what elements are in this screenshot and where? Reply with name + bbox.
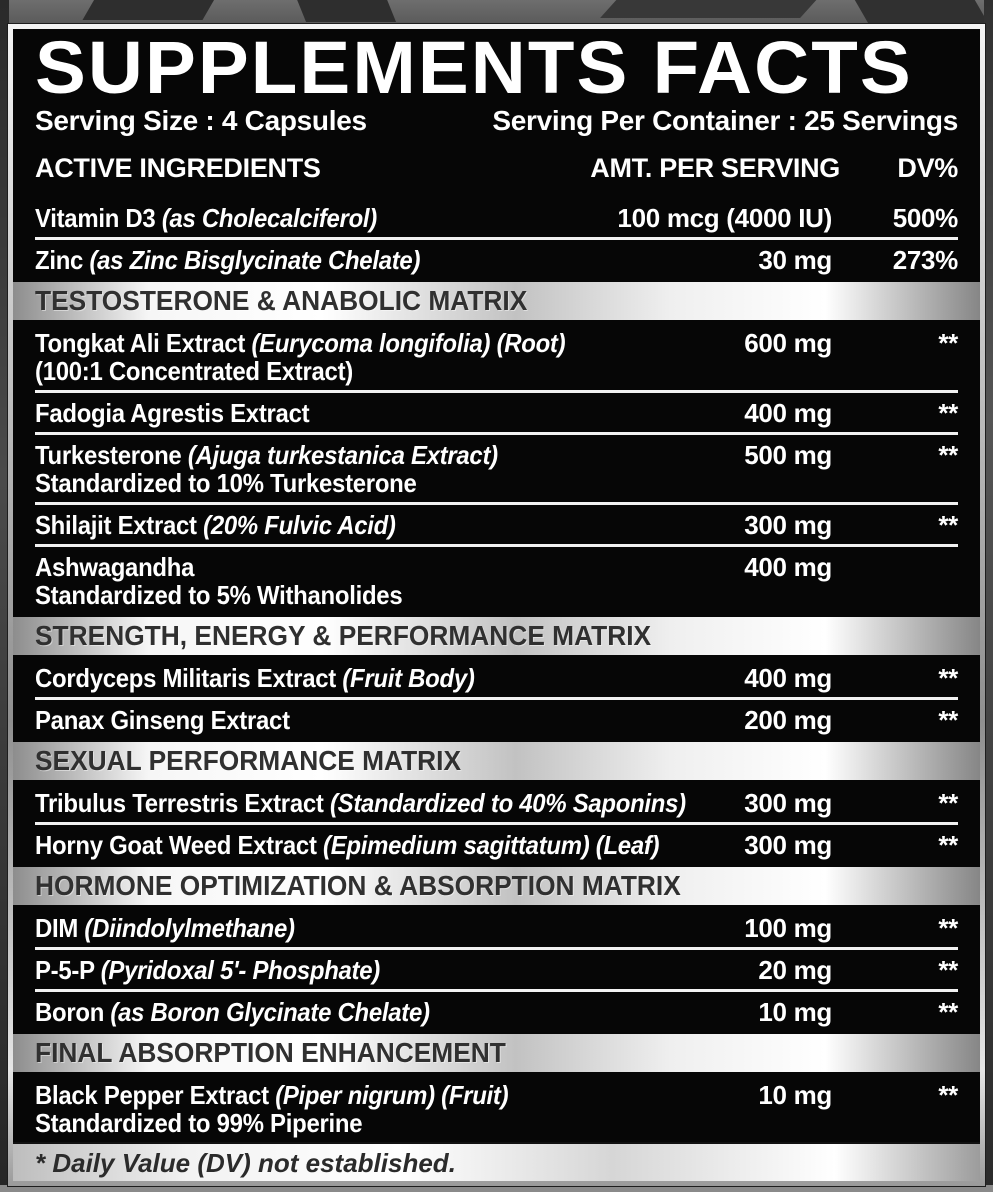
ingredient-detail: (as Zinc Bisglycinate Chelate) bbox=[89, 245, 421, 276]
ingredient-name: Tribulus Terrestris Extract bbox=[35, 788, 324, 819]
ingredient-row bbox=[35, 198, 958, 237]
label-frame bbox=[8, 24, 985, 1186]
ingredient-name: P-5-P bbox=[35, 955, 95, 986]
ingredient-row bbox=[35, 908, 958, 947]
ingredient-name: Black Pepper Extract bbox=[35, 1080, 269, 1111]
ingredient-detail: (as Cholecalciferol) bbox=[161, 203, 377, 234]
dv-value: 273% bbox=[892, 245, 958, 276]
dv-value: ** bbox=[938, 663, 958, 694]
section-heading-text: TESTOSTERONE & ANABOLIC MATRIX bbox=[35, 285, 528, 317]
ingredient-detail: (Fruit Body) bbox=[342, 663, 475, 694]
section-heading bbox=[13, 742, 980, 780]
ingredient-row bbox=[35, 1075, 958, 1142]
ingredient-name: Shilajit Extract bbox=[35, 510, 197, 541]
ingredient-name: Turkesterone bbox=[35, 440, 182, 471]
ingredient-subline: (100:1 Concentrated Extract) bbox=[35, 356, 353, 387]
dv-value: 500% bbox=[892, 203, 958, 234]
ingredient-name: Boron bbox=[35, 997, 105, 1028]
section-heading bbox=[13, 617, 980, 655]
ingredient-name: Cordyceps Militaris Extract bbox=[35, 663, 336, 694]
background-strip-bottom bbox=[0, 1185, 993, 1192]
ingredient-row bbox=[35, 697, 958, 739]
amount-value: 20 mg bbox=[758, 955, 832, 986]
dv-value: ** bbox=[938, 440, 958, 471]
amount-value: 300 mg bbox=[744, 510, 832, 541]
amount-value: 30 mg bbox=[758, 245, 832, 276]
amount-value: 10 mg bbox=[758, 1080, 832, 1111]
amount-value: 300 mg bbox=[744, 830, 832, 861]
ingredient-name-line bbox=[35, 956, 884, 984]
texture-shape bbox=[600, 0, 820, 18]
ingredient-row bbox=[35, 947, 958, 989]
servings-per-container: Serving Per Container : 25 Servings bbox=[492, 105, 958, 137]
serving-size: Serving Size : 4 Capsules bbox=[35, 105, 367, 137]
ingredient-row bbox=[35, 323, 958, 390]
ingredient-name: Zinc bbox=[35, 245, 84, 276]
ingredient-row bbox=[35, 822, 958, 864]
ingredient-subline: Standardized to 5% Withanolides bbox=[35, 580, 403, 611]
dv-value: ** bbox=[938, 788, 958, 819]
ingredient-name-line bbox=[35, 998, 884, 1026]
amount-value: 400 mg bbox=[744, 552, 832, 583]
ingredient-row bbox=[35, 502, 958, 544]
amount-value: 200 mg bbox=[744, 705, 832, 736]
section-heading-text: FINAL ABSORPTION ENHANCEMENT bbox=[35, 1037, 506, 1069]
ingredient-detail: (20% Fulvic Acid) bbox=[203, 510, 396, 541]
amount-value: 10 mg bbox=[758, 997, 832, 1028]
ingredient-name-line bbox=[35, 1081, 884, 1109]
serving-info bbox=[35, 104, 958, 138]
column-active-ingredients: ACTIVE INGREDIENTS bbox=[35, 153, 321, 184]
dv-value: ** bbox=[938, 398, 958, 429]
background-shade-right bbox=[984, 0, 993, 1192]
ingredient-name: DIM bbox=[35, 913, 79, 944]
amount-value: 100 mcg (4000 IU) bbox=[617, 203, 832, 234]
ingredient-row bbox=[35, 544, 958, 614]
ingredient-name: Horny Goat Weed Extract bbox=[35, 830, 317, 861]
texture-shape bbox=[851, 0, 988, 24]
ingredient-row bbox=[35, 432, 958, 502]
dv-value: ** bbox=[938, 328, 958, 359]
ingredient-name: Panax Ginseng Extract bbox=[35, 705, 290, 736]
ingredient-row bbox=[35, 989, 958, 1031]
ingredient-name: Vitamin D3 bbox=[35, 203, 156, 234]
ingredient-row bbox=[35, 390, 958, 432]
ingredient-row bbox=[35, 658, 958, 697]
daily-value-footnote: * Daily Value (DV) not established. bbox=[13, 1142, 980, 1181]
ingredient-detail: (Epimedium sagittatum) (Leaf) bbox=[323, 830, 660, 861]
amount-value: 500 mg bbox=[744, 440, 832, 471]
dv-value: ** bbox=[938, 510, 958, 541]
ingredient-subline: Standardized to 10% Turkesterone bbox=[35, 468, 417, 499]
ingredient-row bbox=[35, 783, 958, 822]
panel-title: SUPPLEMENTS FACTS bbox=[35, 29, 913, 109]
supplement-facts-panel bbox=[13, 29, 980, 1181]
dv-value: ** bbox=[938, 955, 958, 986]
dv-value: ** bbox=[938, 705, 958, 736]
ingredient-name: Fadogia Agrestis Extract bbox=[35, 398, 310, 429]
amount-value: 400 mg bbox=[744, 663, 832, 694]
dv-value: ** bbox=[938, 830, 958, 861]
amount-value: 400 mg bbox=[744, 398, 832, 429]
dv-value: ** bbox=[938, 913, 958, 944]
ingredient-name-line bbox=[35, 246, 884, 274]
ingredient-table bbox=[35, 198, 958, 1142]
section-heading-text: SEXUAL PERFORMANCE MATRIX bbox=[35, 745, 462, 777]
texture-shape bbox=[82, 0, 217, 20]
dv-value: ** bbox=[938, 997, 958, 1028]
ingredient-name: Ashwagandha bbox=[35, 552, 195, 583]
column-amt-per-serving: AMT. PER SERVING bbox=[590, 153, 840, 184]
column-dv: DV% bbox=[897, 153, 958, 184]
ingredient-row bbox=[35, 237, 958, 279]
section-heading bbox=[13, 282, 980, 320]
dv-value: ** bbox=[938, 1080, 958, 1111]
ingredient-name: Tongkat Ali Extract bbox=[35, 328, 246, 359]
section-heading-text: STRENGTH, ENERGY & PERFORMANCE MATRIX bbox=[35, 620, 652, 652]
amount-value: 600 mg bbox=[744, 328, 832, 359]
ingredient-detail: (Standardized to 40% Saponins) bbox=[329, 788, 686, 819]
amount-value: 100 mg bbox=[744, 913, 832, 944]
amount-value: 300 mg bbox=[744, 788, 832, 819]
ingredient-detail: (as Boron Glycinate Chelate) bbox=[110, 997, 430, 1028]
column-headers bbox=[35, 151, 958, 185]
section-heading bbox=[13, 867, 980, 905]
section-heading bbox=[13, 1034, 980, 1072]
ingredient-detail: (Diindolylmethane) bbox=[84, 913, 295, 944]
ingredient-detail: (Pyridoxal 5'- Phosphate) bbox=[100, 955, 380, 986]
section-heading-text: HORMONE OPTIMIZATION & ABSORPTION MATRIX bbox=[35, 870, 681, 902]
ingredient-detail: (Ajuga turkestanica Extract) bbox=[187, 440, 498, 471]
ingredient-detail: (Eurycoma longifolia) (Root) bbox=[251, 328, 566, 359]
ingredient-subline: Standardized to 99% Piperine bbox=[35, 1108, 363, 1139]
texture-shape bbox=[294, 0, 396, 22]
ingredient-detail: (Piper nigrum) (Fruit) bbox=[275, 1080, 509, 1111]
